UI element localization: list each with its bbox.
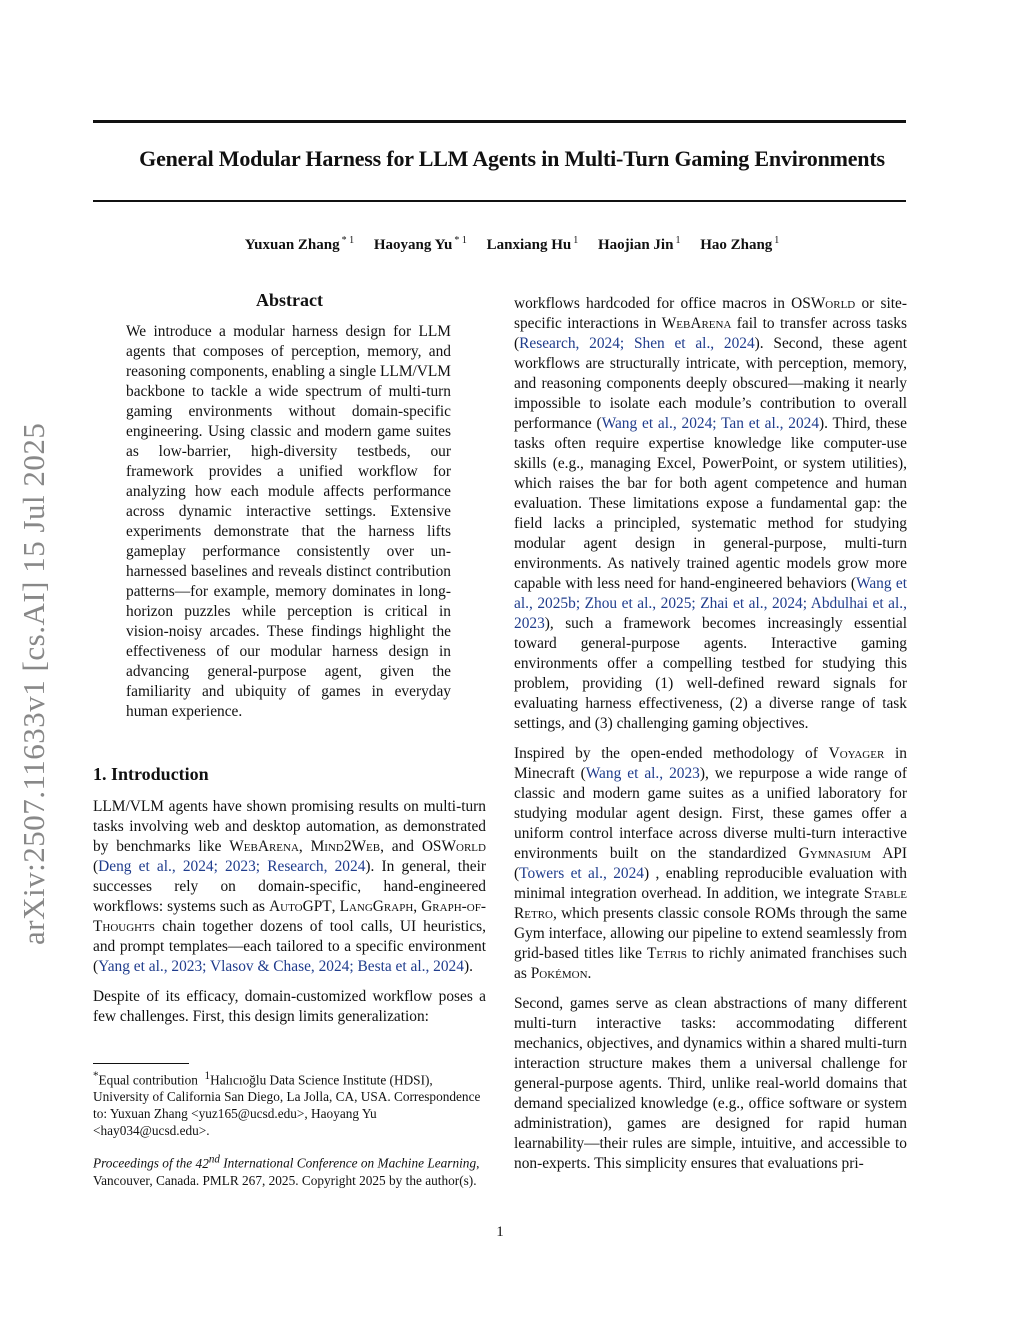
author: Lanxiang Hu $^1$ xyxy=(486,235,579,253)
intro-paragraph-2: Despite of its efficacy, domain-customized workflow poses a few challenges. First, this design limits generalization: xyxy=(93,988,486,1025)
citation-link[interactable]: Towers et al., 2024 xyxy=(519,865,644,882)
citation-link[interactable]: Deng et al., 2024; 2023; Research, 2024 xyxy=(98,858,366,875)
title-rule-top xyxy=(93,120,906,123)
footnote-affiliation: *Equal contribution $^1$Halıcıoğlu Data Science Institute (HDSI), University of California San Diego, La Jolla, CA, USA. Correspondence to: Yuxuan Zhang <yuz165@ucsd.edu>, Haoyang Yu <hay034@ucsd.edu>. xyxy=(93,1070,481,1139)
citation-link[interactable]: Wang et al., 2023 xyxy=(585,765,700,782)
system-name: LangGraph xyxy=(339,898,414,915)
title-rule-bottom xyxy=(93,200,906,202)
intro-paragraph-4: Inspired by the open-ended methodology of Voyager in Minecraft (Wang et al., 2023), we repurpose a wide range of classic and modern game suites as a unified laboratory for studying modular agent design. First, these games offer a uniform control interface across diverse multi-turn interactive environments built on the standardized Gymnasium API (Towers et al., 2024) , enabling reproducible evaluation with minimal integration overhead. In addition, we integrate Stable Retro, which presents classic console ROMs through the same Gym interface, allowing our pipeline to extend seamlessly from grid-based titles like Tetris to richly animated franchises such as Pokémon. xyxy=(514,745,908,982)
citation-link[interactable]: Wang et al., 2024; Tan et al., 2024 xyxy=(601,415,820,432)
footnote-proceedings: Proceedings of the 42nd International Conference on Machine Learning, Vancouver, Canada. PMLR 267, 2025. Copyright 2025 by the author(s). xyxy=(93,1153,480,1188)
author: Hao Zhang $^1$ xyxy=(700,235,780,253)
author: Haojian Jin $^1$ xyxy=(598,235,681,253)
arxiv-sidebar-stamp: arXiv:2507.11633v1 [cs.AI] 15 Jul 2025 xyxy=(16,422,51,945)
game-name: Pokémon xyxy=(530,965,588,982)
left-column xyxy=(93,290,486,1027)
intro-paragraph-5: Second, games serve as clean abstractions of many different multi-turn interactive tasks: accommodating different mechanics, objectives, and dynamics within a shared multi-turn interaction structure makes them a universal challenge for general-purpose agents. Third, unlike real-world domains that demand specialized knowledge (e.g., office software or system administration), games are designed for rapid human learnability—their rules are simple, intuitive, and accessible to non-experts. This simplicity ensures that evaluations pri- xyxy=(514,995,907,1172)
paper-title: General Modular Harness for LLM Agents in Multi-Turn Gaming Environments xyxy=(139,146,885,171)
game-name: Tetris xyxy=(647,945,687,962)
benchmark-name: WebArena xyxy=(229,838,299,855)
system-name: Gymnasium xyxy=(798,845,871,862)
footnote-block xyxy=(93,1063,486,1189)
abstract-text: We introduce a modular harness design for LLM agents that composes of perception, memory, and reasoning components, enabling a single LLM/VLM backbone to tackle a wide spectrum of multi-turn gaming environments without domain-specific engineering. Using classic and modern game suites as low-barrier, high-diversity testbeds, our framework provides a unified workflow for analyzing how each module affects performance across dynamic interactive settings. Extensive experiments demonstrate that the harness lifts gameplay performance consistently over un-harnessed baselines and reveals distinct contribution patterns—for example, memory dominates in long-horizon puzzles while perception is critical in vision-noisy arcades. These findings highlight the effectiveness of our modular harness design in advancing general-purpose agent, given the familiarity and ubiquity of games in everyday human experience. xyxy=(126,323,451,720)
right-column xyxy=(514,294,907,1174)
system-name: Voyager xyxy=(828,745,885,762)
benchmark-name: OSWorld xyxy=(421,838,486,855)
abstract-heading: Abstract xyxy=(256,290,323,310)
footnote-rule xyxy=(93,1063,189,1064)
author-list xyxy=(0,235,1024,254)
citation-link[interactable]: Yang et al., 2023; Vlasov & Chase, 2024; Besta et al., 2024 xyxy=(98,958,464,975)
intro-paragraph-3: workflows hardcoded for office macros in OSWorld or site-specific interactions in WebArena fail to transfer across tasks (Research, 2024; Shen et al., 2024). Second, these agent workflows are structurally intricate, with perception, memory, and reasoning components deeply obscured—making it nearly impossible to isolate each module’s contribution to overall performance (Wang et al., 2024; Tan et al., 2024). Third, these tasks often require expertise knowledge like computer-use skills (e.g., managing Excel, PowerPoint, or system utilities), which raises the bar for both agent competence and human evaluation. These limitations expose a fundamental gap: the field lacks a principled, systematic method for studying modular agent design in general-purpose, multi-turn environments. As natively trained agentic models grow more capable with less need for hand-engineered behaviors (Wang et al., 2025b; Zhou et al., 2025; Zhai et al., 2024; Abdulhai et al., 2023), such a framework becomes increasingly essential toward general-purpose agents. Interactive gaming environments offer a compelling testbed for studying this problem, providing (1) well-defined reward signals for evaluating harness effectiveness, (2) a diverse range of task settings, and (3) challenging gaming objectives. xyxy=(514,295,908,732)
author: Haoyang Yu $^{* 1}$ xyxy=(373,235,467,253)
intro-paragraph-1: LLM/VLM agents have shown promising results on multi-turn tasks involving web and desktop automation, as demonstrated by benchmarks like WebArena, Mind2Web, and OSWorld (Deng et al., 2024; 2023; Research, 2024). In general, their successes rely on domain-specific, hand-engineered workflows: systems such as AutoGPT, LangGraph, Graph-of-Thoughts chain together dozens of tool calls, UI heuristics, and prompt templates—each tailored to a specific environment (Yang et al., 2023; Vlasov & Chase, 2024; Besta et al., 2024). xyxy=(93,798,487,975)
author: Yuxuan Zhang $^{* 1}$ xyxy=(244,235,355,253)
system-name: Graph-of-Thoughts xyxy=(93,898,486,935)
system-name: Stable Retro xyxy=(514,885,907,922)
benchmark-name: Mind2Web xyxy=(310,838,381,855)
system-name: AutoGPT xyxy=(269,898,332,915)
page-number: 1 xyxy=(496,1224,504,1240)
benchmark-name: OSWorld xyxy=(791,295,856,312)
citation-link[interactable]: Wang et al., 2025b; Zhou et al., 2025; Zhai et al., 2024; Abdulhai et al., 2023 xyxy=(514,575,907,632)
citation-link[interactable]: Research, 2024; Shen et al., 2024 xyxy=(519,335,755,352)
benchmark-name: WebArena xyxy=(661,315,732,332)
section-heading-introduction: 1. Introduction xyxy=(93,764,209,784)
